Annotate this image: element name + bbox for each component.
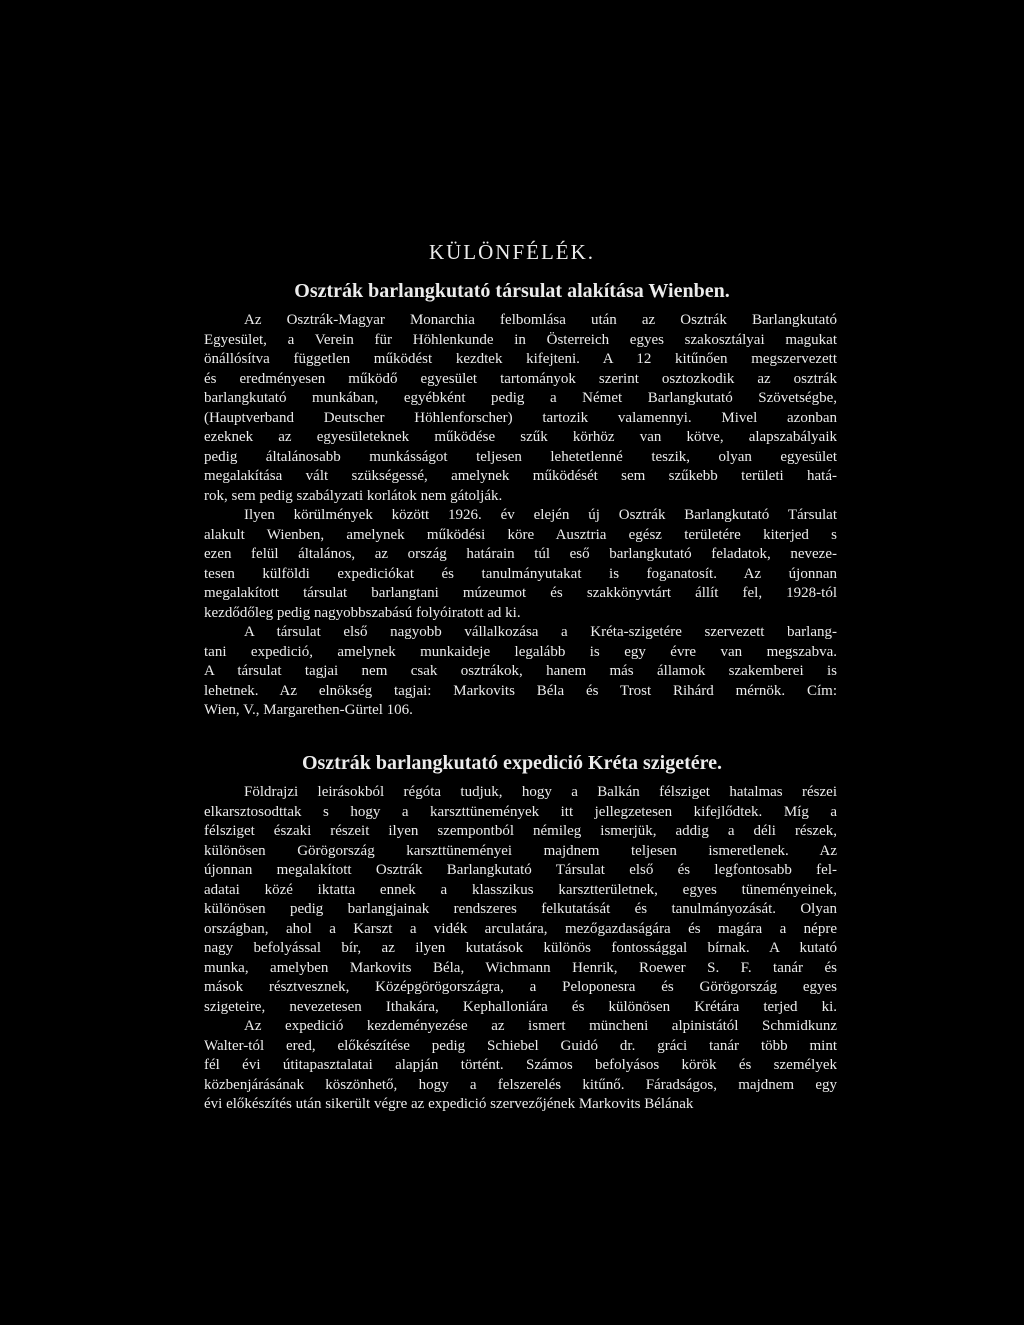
text-line: nagy befolyással bír, az ilyen kutatások különös fontossággal bírnak. A kutató [204, 940, 837, 956]
text-line: kezdődőleg pedig nagyobbszabású folyóiratott ad ki. [204, 604, 521, 621]
text-line: Az expedició kezdeményezése az ismert müncheni alpinistától Schmidkunz [244, 1018, 837, 1034]
text-line: közbenjárásának köszönhető, hogy a felszerelés kitűnő. Fáradságos, majdnem egy [204, 1076, 837, 1093]
article-title-2: Osztrák barlangkutató expedició Kréta szigetére. [301, 752, 723, 774]
text-line: munka, amelyben Markovits Béla, Wichmann Henrik, Roewer S. F. tanár és [204, 959, 837, 976]
text-line: adatai közé iktatta ennek a klasszikus karsztterületnek, egyes tüneményeinek, [204, 881, 837, 898]
text-line: önállósítva független működést kezdtek kifejteni. A 12 kitűnően megszervezett [204, 351, 837, 367]
section-title: KÜLÖNFÉLÉK. [428, 240, 596, 264]
text-line: ezen felül általános, az ország határain túl eső barlangkutató feladatok, neveze- [204, 546, 837, 562]
text-line: Az Osztrák-Magyar Monarchia felbomlása után az Osztrák Barlangkutató [244, 312, 837, 328]
text-line: A társulat tagjai nem csak osztrákok, hanem más államok szakemberei is [204, 663, 837, 679]
text-line: évi előkészítés után sikerült végre az expedició szervezőjének Markovits Bélának [204, 1096, 694, 1112]
text-line: mások résztvesznek, Középgörögországra, a Peloponesra és Görögország egyes [204, 979, 837, 995]
article-title-1: Osztrák barlangkutató társulat alakítása Wienben. [294, 280, 730, 302]
text-line: országban, ahol a Karszt a vidék arculatára, mezőgazdaságára és magára a népre [204, 920, 837, 937]
text-line: megalakított társulat barlangtani múzeumot és szakkönyvtárt állít fel, 1928-tól [204, 585, 837, 601]
text-line: A társulat első nagyobb vállalkozása a Kréta-szigetére szervezett barlang- [244, 624, 837, 640]
text-line: különösen Görögország karszttüneményei majdnem teljesen ismeretlenek. Az [204, 842, 837, 859]
text-line: rok, sem pedig szabályzati korlátok nem gátolják. [204, 487, 503, 504]
text-line: elkarsztosodttak s hogy a karszttünemények itt jellegzetesen kifejlődtek. Míg a [204, 803, 837, 820]
text-line: félsziget északi részeit ilyen szempontból némileg ismerjük, addig a déli részek, [204, 823, 837, 839]
text-line: alakult Wienben, amelynek működési köre Ausztria egész területére kiterjed s [204, 526, 837, 543]
text-line: pedig általánosabb munkásságot teljesen lehetetlenné teszik, olyan egyesület [204, 448, 837, 465]
text-line: Ilyen körülmények között 1926. év elején új Osztrák Barlangkutató Társulat [244, 507, 837, 523]
text-line: szigeteire, nevezetesen Ithakára, Kephalloniára és különösen Krétára terjed ki. [204, 998, 837, 1015]
text-line: ezeknek az egyesületeknek működése szűk körhöz van kötve, alapszabályaik [204, 429, 837, 445]
text-line: különösen pedig barlangjainak rendszeres felkutatását és tanulmányozását. Olyan [204, 901, 837, 917]
text-line: fél évi útitapasztalatai alapján történt. Számos befolyásos körök és személyek [204, 1057, 837, 1073]
text-line: megalakítása vált szükségessé, amelynek működését sem szűkebb területi hatá- [204, 468, 837, 484]
article-body-1 [204, 311, 837, 721]
text-line: barlangkutató munkában, egyébként pedig a Német Barlangkutató Szövetségbe, [204, 390, 837, 406]
text-line: Wien, V., Margarethen-Gürtel 106. [204, 702, 413, 718]
text-line: újonnan megalakított Osztrák Barlangkutató Társulat első és legfontosabb fel- [204, 862, 837, 878]
text-line: tesen külföldi expediciókat és tanulmányutakat is foganatosít. Az újonnan [204, 565, 837, 582]
text-line: tani expedició, amelynek munkaideje legalább is egy évre van megszabva. [204, 643, 837, 660]
text-line: Egyesület, a Verein für Höhlenkunde in Österreich egyes szakosztályai magukat [204, 331, 837, 348]
text-line: (Hauptverband Deutscher Höhlenforscher) tartozik valamennyi. Mivel azonban [204, 409, 837, 426]
article-body-2 [204, 783, 837, 1115]
text-line: Walter-tól ered, előkészítése pedig Schiebel Guidó dr. gráci tanár több mint [204, 1037, 837, 1054]
text-line: Földrajzi leirásokból régóta tudjuk, hogy a Balkán félsziget hatalmas részei [244, 784, 837, 800]
text-line: lehetnek. Az elnökség tagjai: Markovits Béla és Trost Rihárd mérnök. Cím: [204, 682, 837, 699]
text-line: és eredményesen működő egyesület tartományok szerint osztozkodik az osztrák [204, 370, 837, 387]
